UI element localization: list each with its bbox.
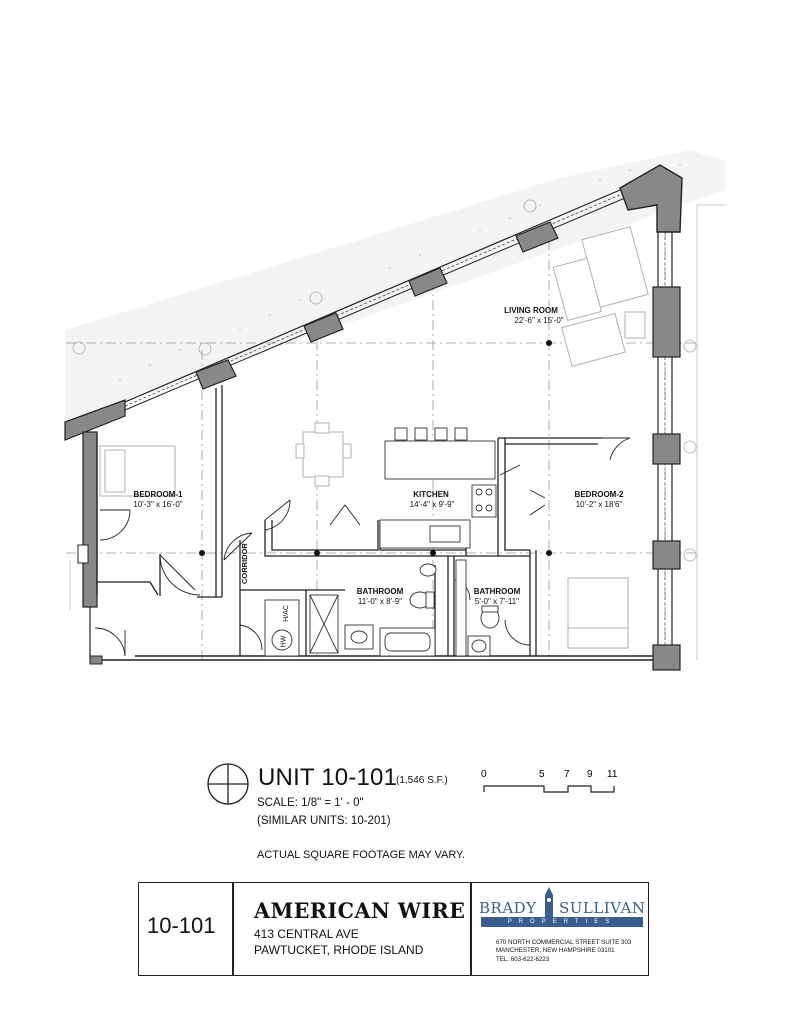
hvac-label: H/AC [282, 605, 290, 622]
room-dim-bedroom-1: 10'-3" x 16'-0" [133, 500, 183, 509]
scale-tick-label: 0 [481, 769, 487, 780]
logo-text-right: SULLIVAN [559, 899, 646, 917]
scale-bar [478, 766, 628, 798]
title-block [138, 882, 649, 976]
clock-tower-icon [541, 887, 557, 917]
room-dim-kitchen: 14'-4" x 9'-9" [409, 500, 455, 509]
scale-tick-label: 7 [564, 769, 570, 780]
room-dim-bathroom-1: 11'-0" x 8'-9" [357, 597, 403, 606]
room-dim-bedroom-2: 10'-2" x 18'6" [575, 500, 623, 509]
right-exterior-wall [653, 205, 725, 670]
left-exterior-wall [70, 432, 97, 660]
corridor-label: CORRIDOR [240, 543, 249, 584]
logo-subtitle: PROPERTIES [507, 919, 617, 925]
hw-label: HW [280, 635, 288, 648]
room-label-bathroom-2: BATHROOM [473, 587, 521, 596]
brady-sullivan-logo [477, 891, 647, 931]
section-marker-icon [206, 762, 250, 806]
project-address-line-2: PAWTUCKET, RHODE ISLAND [254, 943, 424, 957]
room-label-living-room: LIVING ROOM [504, 306, 558, 315]
scale-tick-label: 5 [539, 769, 545, 780]
room-dim-bathroom-2: 5'-0" x 7'-11" [474, 597, 520, 606]
scale-tick-label: 11 [607, 769, 618, 780]
disclaimer-note: ACTUAL SQUARE FOOTAGE MAY VARY. [257, 849, 466, 861]
bathroom-fixtures [265, 560, 499, 656]
project-address-line-1: 413 CENTRAL AVE [254, 927, 359, 941]
room-label-bedroom-2: BEDROOM-2 [574, 490, 624, 499]
kitchen-fixtures [380, 428, 496, 548]
scale-note: SCALE: 1/8" = 1' - 0" [257, 797, 364, 809]
title-block-divider [232, 883, 234, 975]
logo-text-left: BRADY [479, 899, 537, 917]
office-address-line-1: 670 NORTH COMMERCIAL STREET SUITE 303 [496, 939, 632, 946]
dining-table [296, 423, 351, 486]
room-label-kitchen: KITCHEN [413, 490, 449, 499]
logo-subtitle-bar [481, 917, 643, 927]
living-room-furniture [553, 227, 648, 367]
project-name: AMERICAN WIRE [254, 898, 466, 923]
similar-units-note: (SIMILAR UNITS: 10-201) [257, 815, 391, 827]
title-block-unit-number: 10-101 [147, 913, 216, 938]
office-address-line-2: MANCHESTER, NEW HAMPSHIRE 03101 [496, 947, 615, 954]
office-phone: TEL: 603-622-6223 [496, 956, 550, 963]
room-label-bedroom-1: BEDROOM-1 [133, 490, 183, 499]
unit-square-feet: (1,546 S.F.) [396, 775, 448, 786]
bottom-wall [90, 656, 653, 664]
unit-title: UNIT 10-101 [258, 764, 398, 791]
room-dim-living-room: 22'-6" x 15'-0" [514, 316, 564, 325]
room-label-bathroom-1: BATHROOM [356, 587, 404, 596]
scale-bar-line [484, 786, 614, 792]
interior-walls [97, 385, 602, 656]
scale-tick-label: 9 [587, 769, 593, 780]
title-block-divider [470, 883, 472, 975]
